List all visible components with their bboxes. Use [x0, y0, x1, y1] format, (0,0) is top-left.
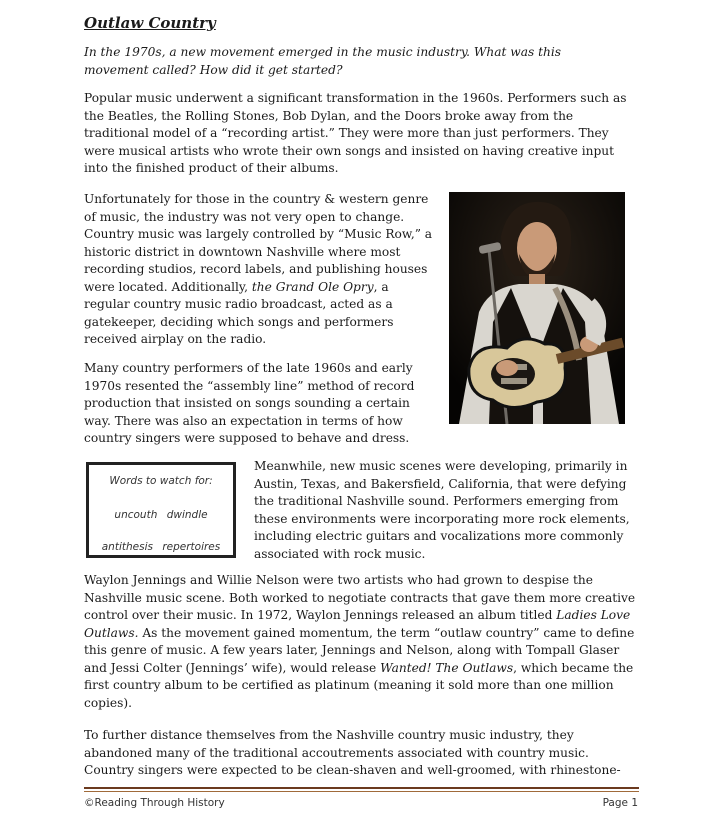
paragraph-intro: Popular music underwent a significant transformation in the 1960s. Performers such as the Beatles, the Rolling Stones, Bob Dylan, and the Doors broke away from the traditional model of a “recording artist.” They were more than just performers. They were musical artists who wrote their own songs and insisted on having creative input into the finished product of their albums.	[84, 91, 627, 175]
performer-illustration	[449, 192, 625, 424]
paragraph-text: , which became the first country album to be certified as platinum (meaning it sold more than one million copies).	[84, 660, 634, 710]
words-to-watch-box	[86, 462, 236, 558]
vocab-word: uncouth	[114, 509, 158, 521]
footer-page-number: Page 1	[602, 797, 638, 809]
page-title: Outlaw Country	[84, 14, 216, 32]
performer-photo	[449, 192, 625, 424]
paragraph-music-row	[84, 191, 434, 349]
vocab-word: repertoires	[162, 541, 221, 553]
paragraph-assembly-line: Many country performers of the late 1960s and early 1970s resented the “assembly line” method of record production that insisted on songs sounding a certain way. There was also an expectation in terms of how country singers were supposed to behave and dress.	[84, 361, 415, 445]
album-title: Wanted! The Outlaws	[380, 660, 514, 675]
paragraph-new-scenes: Meanwhile, new music scenes were developing, primarily in Austin, Texas, and Bakersfield, California, that were defying the traditional Nashville sound. Performers emerging from these environments were incorporating more rock elements, including electric guitars and vocalizations more commonly associated with rock music.	[254, 459, 630, 561]
words-box-heading: Words to watch for:	[109, 475, 213, 487]
vocab-word: antithesis	[101, 541, 153, 553]
footer-divider-thin	[84, 791, 639, 792]
words-row	[89, 509, 233, 521]
album-title: Ladies Love Outlaws.	[84, 608, 631, 640]
footer-divider	[84, 787, 639, 789]
paragraph-text: Waylon Jennings and Willie Nelson were two artists who had grown to despise the Nashville music scene. Both worked to negotiate contracts that gave them more creative control over their music. In 1972, Waylon Jennings released an album titled	[84, 573, 636, 622]
paragraph-jennings-nelson	[84, 572, 639, 712]
paragraph-text: As the movement gained momentum, the term “outlaw country” came to define this genre of music. A few years later, Jennings and Nelson, along with Tompall Glaser and Jessi Colter (Jennings’ wife), would release	[84, 625, 635, 675]
guiding-question: In the 1970s, a new movement emerged in the music industry. What was this movement called? How did it get started?	[84, 45, 562, 77]
vocab-word: dwindle	[166, 509, 208, 521]
italic-text: the Grand Ole Opry	[251, 279, 374, 294]
words-row	[89, 541, 233, 553]
footer-copyright: ©Reading Through History	[84, 797, 225, 809]
paragraph-text: , a regular country music radio broadcast, acted as a gatekeeper, deciding which songs and performers received airplay on the radio.	[84, 279, 394, 346]
paragraph-accoutrements: To further distance themselves from the Nashville country music industry, they abandoned many of the traditional accoutrements associated with country music. Country singers were expected to be clean-shaven and well-groomed, with rhinestone-	[84, 728, 621, 777]
paragraph-text: Unfortunately for those in the country & western genre of music, the industry was not very open to change. Country music was largely controlled by “Music Row,” a historic district in downtown Nashville where most recording studios, record labels, and publishing houses were located. Additionally,	[84, 192, 433, 294]
